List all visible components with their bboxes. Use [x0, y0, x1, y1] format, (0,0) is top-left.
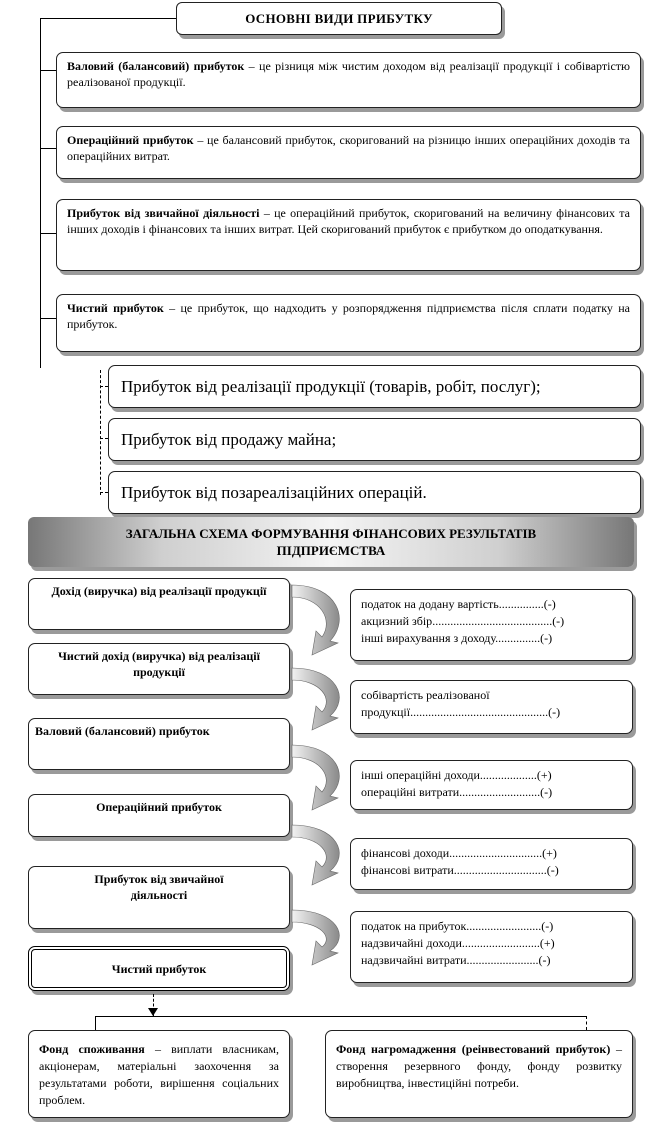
- adjustment-dots: ........................: [466, 953, 539, 967]
- scheme-title: ЗАГАЛЬНА СХЕМА ФОРМУВАННЯ ФІНАНСОВИХ РЕЗУЛЬТАТІВ ПІДПРИЄМСТВА: [125, 526, 537, 558]
- distribution-connector: [95, 1016, 587, 1017]
- adjustment-dots: ...........................: [459, 785, 541, 799]
- definition-term: Валовий (балансовий) прибуток: [67, 59, 245, 73]
- adjustment-label: фінансові витрати: [361, 863, 454, 877]
- curved-arrow-icon: [292, 745, 339, 810]
- fund-text: – виплати власникам, акціонерам, матеріальні заохочення за результатами роботи, вирішення соціальних проблем.: [39, 1042, 279, 1107]
- tree-connector: [40, 318, 56, 319]
- adjustment-row: [361, 687, 622, 704]
- profit-type-label: Прибуток від реалізації продукції (товарів, робіт, послуг);: [121, 376, 541, 396]
- profit-type-property: [108, 418, 641, 461]
- adjustment-label: надзвичайні витрати: [361, 953, 467, 967]
- adjustment-dots: ........................................: [432, 614, 553, 628]
- main-title: ОСНОВНІ ВИДИ ПРИБУТКУ: [245, 10, 433, 26]
- adjustment-row: [361, 935, 622, 952]
- adjustment-row: [361, 630, 622, 647]
- adjustment-dots: ...............................: [449, 846, 543, 860]
- definition-term: Операційний прибуток: [67, 133, 194, 147]
- adjustment-sign: (-): [546, 863, 559, 877]
- adjustment-sign: (-): [541, 919, 554, 933]
- step-net-revenue: [28, 643, 290, 695]
- curved-arrow-icon: [292, 585, 339, 655]
- step-label: Прибуток від звичайної діяльності: [94, 872, 224, 902]
- profit-types-connector: [100, 438, 108, 439]
- step-label: Чистий дохід (виручка) від реалізації продукції: [58, 649, 260, 679]
- adjustment-label: продукції: [361, 705, 411, 719]
- step-label: Операційний прибуток: [96, 800, 222, 814]
- adjustment-sign: (-): [548, 705, 561, 719]
- adjustments-cost: [350, 680, 633, 734]
- adjustments-financial: [350, 838, 633, 890]
- adjustment-label: акцизний збір: [361, 614, 433, 628]
- definition-operating-profit: [56, 126, 641, 179]
- adjustment-dots: .........................: [466, 919, 542, 933]
- profit-type-nonsales: [108, 471, 641, 514]
- definition-gross-profit: [56, 52, 641, 108]
- fund-term: Фонд споживання: [39, 1042, 145, 1056]
- definition-ordinary-profit: [56, 199, 641, 271]
- adjustment-label: фінансові доходи: [361, 846, 450, 860]
- step-gross-profit: [28, 718, 290, 770]
- adjustment-label: податок на прибуток: [361, 919, 467, 933]
- profit-type-sales: [108, 365, 641, 408]
- definition-term: Прибуток від звичайної діяльності: [67, 206, 260, 220]
- step-label: Чистий прибуток: [111, 961, 207, 976]
- step-revenue: [28, 578, 290, 630]
- tree-connector: [40, 148, 56, 149]
- fund-consumption: [28, 1030, 290, 1118]
- definition-net-profit: [56, 294, 641, 352]
- profit-types-connector: [100, 386, 108, 387]
- adjustment-sign: (+): [539, 936, 555, 950]
- adjustment-row: [361, 918, 622, 935]
- adjustments-net: [350, 911, 633, 983]
- adjustments-revenue: [350, 589, 633, 661]
- adjustment-sign: (-): [543, 597, 556, 611]
- tree-connector: [40, 233, 56, 234]
- profit-types-connector: [100, 370, 101, 495]
- adjustment-sign: (-): [540, 631, 553, 645]
- step-ordinary-profit: [28, 866, 290, 929]
- fund-term: Фонд нагромадження (реінвестований прибуток): [336, 1042, 611, 1056]
- curved-arrow-icon: [292, 825, 339, 885]
- adjustment-label: надзвичайні доходи: [361, 936, 462, 950]
- curved-arrow-icon: [292, 910, 339, 965]
- adjustment-row: [361, 596, 622, 613]
- adjustment-sign: (-): [552, 614, 565, 628]
- adjustment-row: [361, 704, 622, 721]
- adjustment-row: [361, 952, 622, 969]
- adjustments-operating: [350, 760, 633, 810]
- adjustment-sign: (-): [540, 785, 553, 799]
- step-operating-profit: [28, 794, 290, 837]
- scheme-title-banner: [28, 517, 634, 567]
- adjustment-label: собівартість реалізованої: [361, 688, 490, 702]
- adjustment-row: [361, 613, 622, 630]
- adjustment-label: податок на додану вартість: [361, 597, 499, 611]
- definition-term: Чистий прибуток: [67, 301, 164, 315]
- adjustment-label: інші операційні доходи: [361, 768, 480, 782]
- adjustment-sign: (+): [536, 768, 552, 782]
- adjustment-sign: (-): [538, 953, 551, 967]
- main-title-box: [176, 2, 502, 35]
- adjustment-dots: ..............................................: [410, 705, 549, 719]
- tree-connector: [40, 70, 56, 71]
- definition-text: – це балансовий прибуток, скоригований на різницю інших операційних доходів та операційних витрат.: [67, 133, 630, 163]
- definition-text: – це прибуток, що надходить у розпорядження підприємства після сплати податку на прибуток.: [67, 301, 630, 331]
- step-label: Дохід (виручка) від реалізації продукції: [51, 584, 267, 598]
- adjustment-sign: (+): [542, 846, 557, 860]
- definition-text: – це операційний прибуток, скоригований на величину фінансових та інших доходів і фінансових та інших витрат. Цей скоригований прибуток є прибутком до оподаткування.: [67, 206, 631, 236]
- curved-arrow-icon: [292, 668, 339, 730]
- step-label: Валовий (балансовий) прибуток: [35, 724, 210, 738]
- adjustment-dots: ...............: [495, 631, 541, 645]
- adjustment-row: [361, 767, 622, 784]
- distribution-connector: [586, 1016, 587, 1030]
- fund-accumulation: [325, 1030, 633, 1118]
- adjustment-dots: ...................: [479, 768, 537, 782]
- arrow-down-icon: [148, 1008, 158, 1016]
- adjustment-dots: ...............: [498, 597, 544, 611]
- adjustment-label: інші вирахування з доходу: [361, 631, 496, 645]
- profit-types-connector: [100, 492, 108, 493]
- distribution-connector: [95, 1016, 96, 1030]
- adjustment-label: операційні витрати: [361, 785, 460, 799]
- profit-type-label: Прибуток від позареалізаційних операцій.: [121, 482, 427, 502]
- adjustment-dots: ...............................: [453, 863, 547, 877]
- profit-type-label: Прибуток від продажу майна;: [121, 429, 337, 449]
- step-net-profit: [28, 946, 290, 991]
- adjustment-row: [361, 862, 622, 879]
- adjustment-row: [361, 784, 622, 801]
- fund-text: – створення резервного фонду, фонду розвитку виробництва, інвестиційні потреби.: [336, 1042, 623, 1090]
- adjustment-dots: ..........................: [461, 936, 540, 950]
- definition-text: – це різниця між чистим доходом від реалізації продукції і собівартістю реалізованої продукції.: [67, 59, 630, 89]
- tree-connector: [40, 18, 176, 19]
- adjustment-row: [361, 845, 622, 862]
